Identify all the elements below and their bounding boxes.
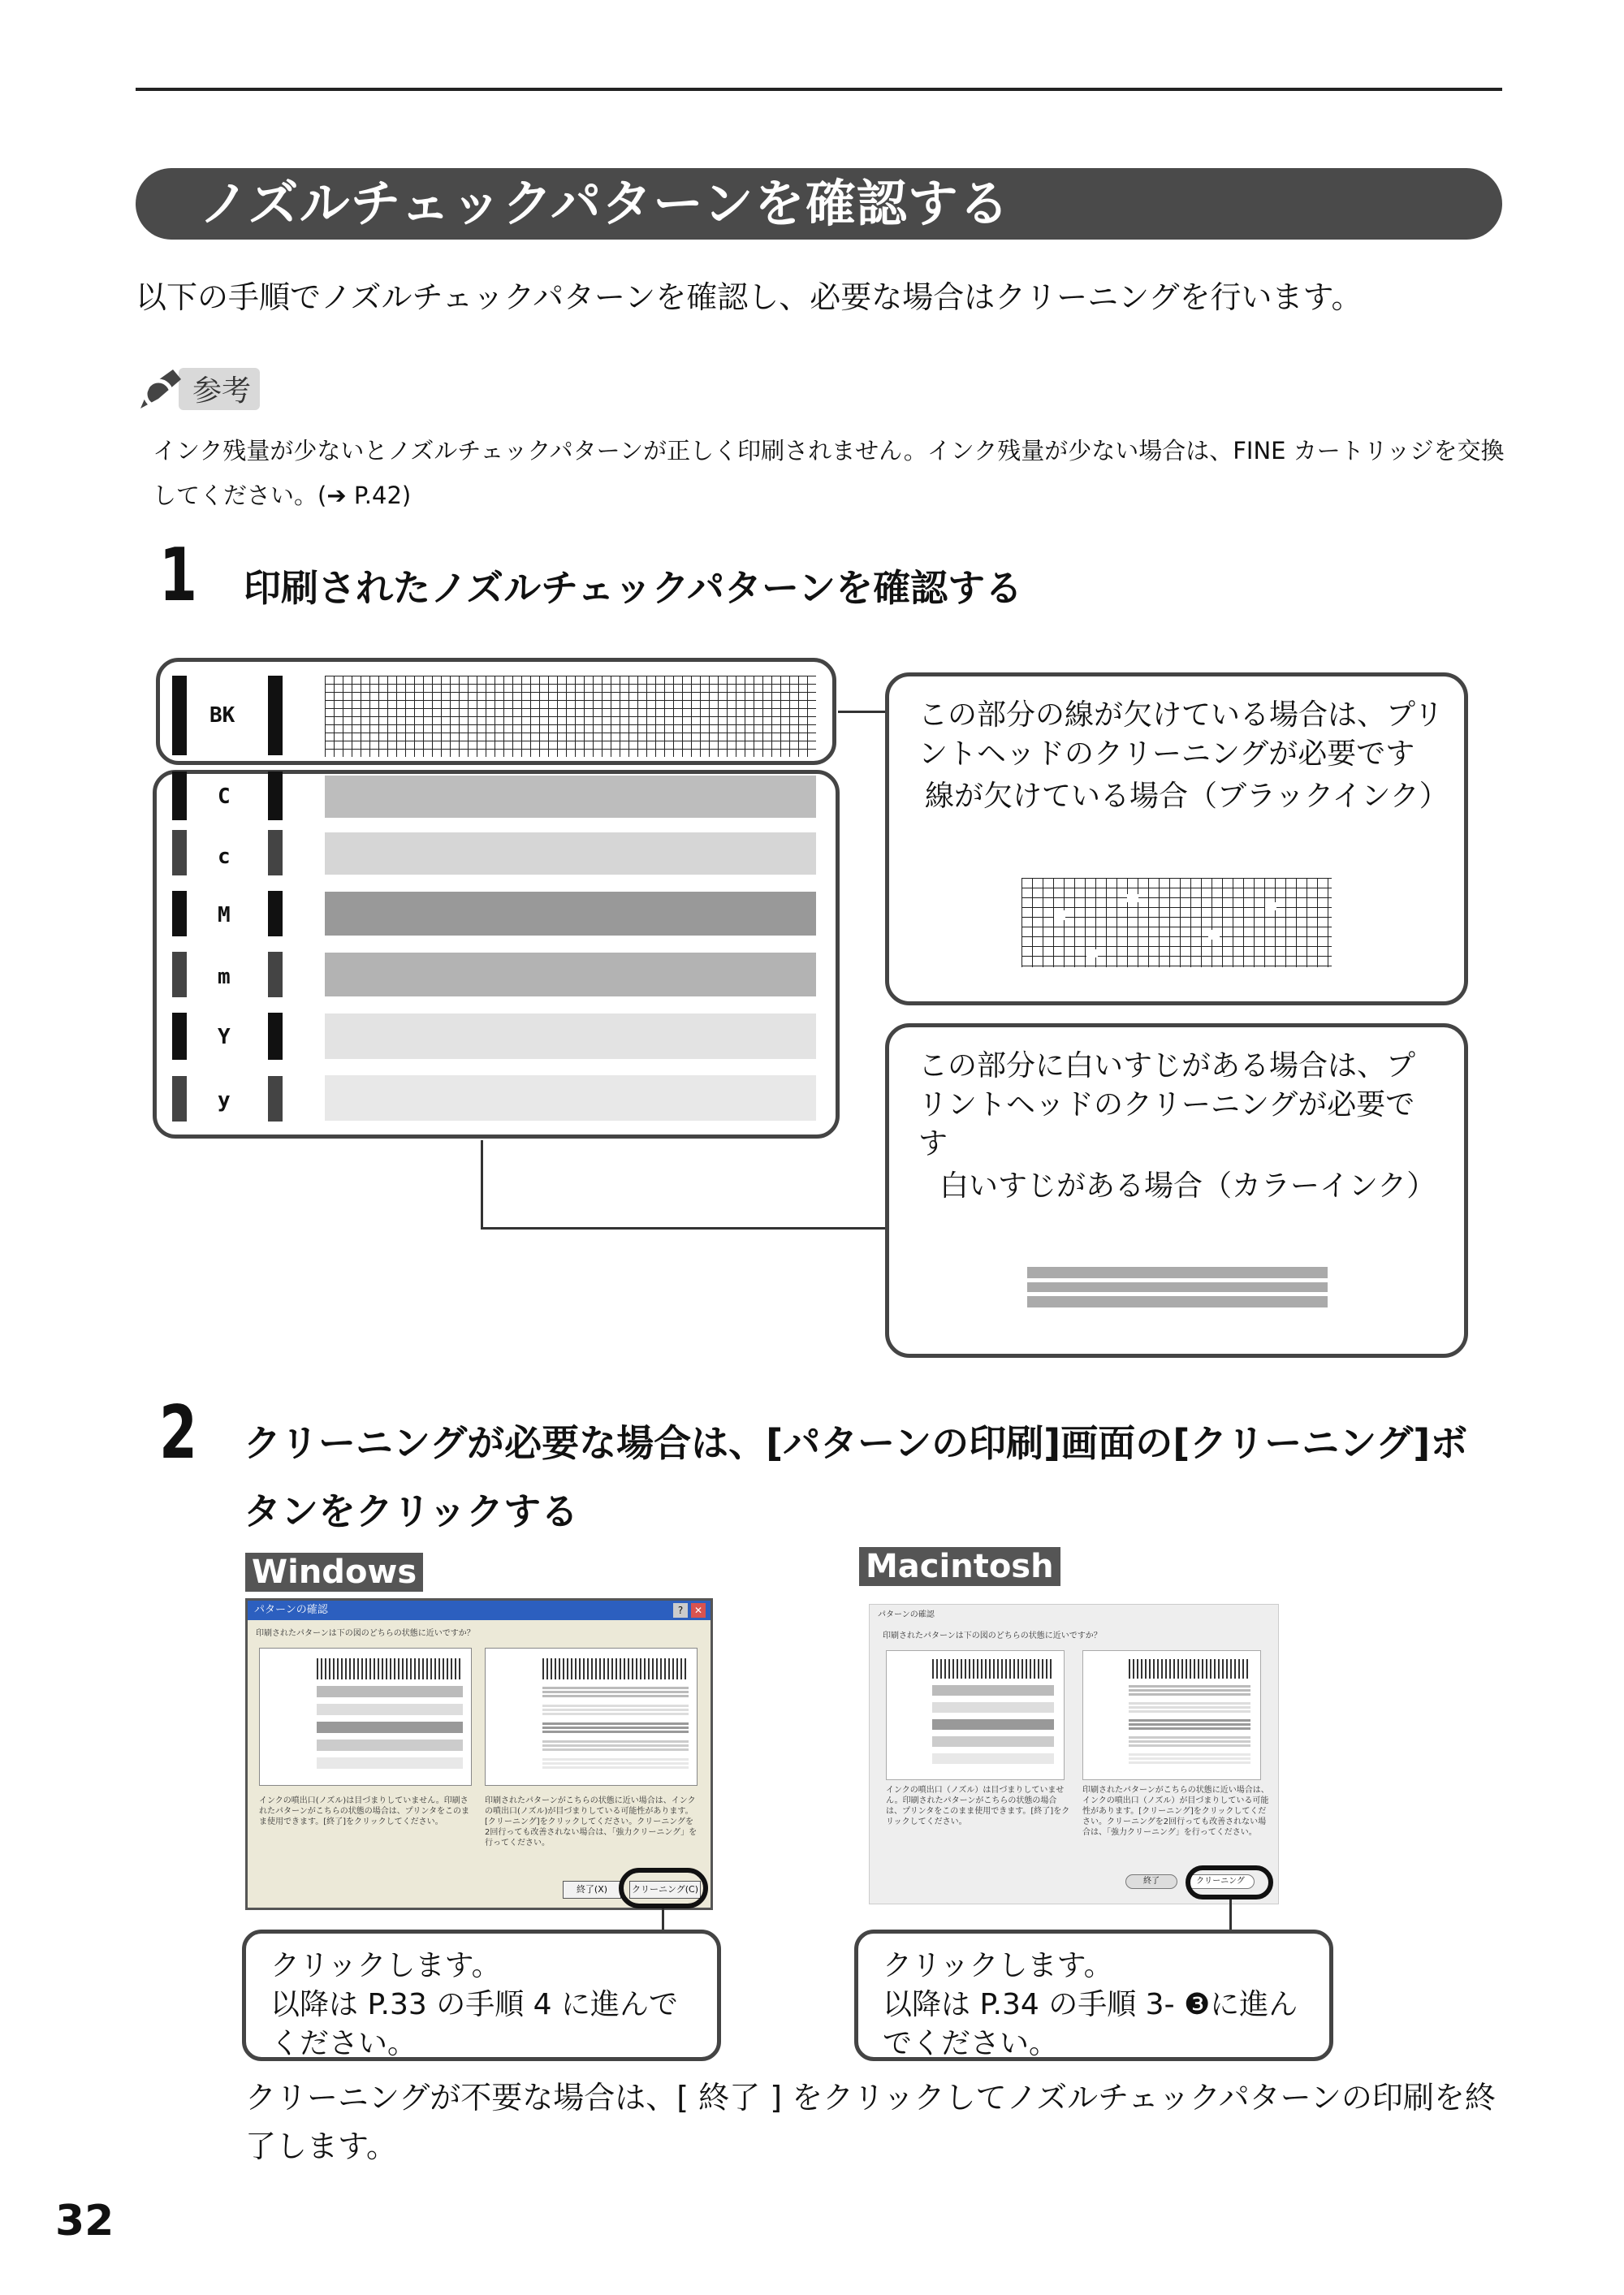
broken-grid-sample [1021, 878, 1332, 967]
callout-color-ink [885, 1023, 1468, 1358]
windows-question: 印刷されたパターンは下の図のどちらの状態に近いですか？ [256, 1629, 475, 1638]
page-title: ノズルチェックパターンを確認する [199, 174, 1010, 233]
windows-badge: Windows [245, 1553, 423, 1592]
callout-black-ink [885, 672, 1468, 1005]
mac-dialog-title: パターンの確認 [878, 1610, 935, 1619]
step-2-title [244, 1409, 1510, 1545]
windows-sample-normal [259, 1648, 472, 1786]
m-marker-left [172, 891, 187, 936]
bk-grid-pattern [325, 676, 816, 757]
macintosh-badge: Macintosh [859, 1547, 1060, 1586]
windows-sample-clogged [485, 1648, 698, 1786]
mac-sample-clogged [1082, 1650, 1261, 1780]
windows-dialog-titlebar: パターンの確認 [248, 1601, 710, 1620]
callout-color-caption: 白いすじがある場合（カラーインク） [939, 1169, 1436, 1203]
help-icon[interactable]: ? [673, 1603, 688, 1618]
row-label-c: C [218, 784, 231, 809]
streak-band-sample [1027, 1267, 1328, 1307]
y2-marker-right [268, 1076, 283, 1122]
y2-marker-left [172, 1076, 187, 1122]
row-label-y-light: y [218, 1088, 231, 1113]
note-text: インク残量が少ないとノズルチェックパターンが正しく印刷されません。インク残量が少ない場合は、FINE カートリッジを交換してください。(➔ P.42) [153, 437, 1505, 509]
callout-color-text: この部分に白いすじがある場合は、プリントヘッドのクリーニングが必要です [918, 1049, 1416, 1160]
mac-cleaning-highlight [1186, 1865, 1273, 1900]
step-1-title: 印刷されたノズルチェックパターンを確認する [244, 566, 1023, 610]
mac-dialog [869, 1604, 1279, 1904]
mac-question: 印刷されたパターンは下の図のどちらの状態に近いですか？ [883, 1632, 1102, 1640]
mac-callout-connector [1229, 1900, 1232, 1930]
windows-callout-line2: 以降は P.33 の手順 4 に進んで [270, 1988, 679, 2021]
bottom-note: クリーニングが不要な場合は、[ 終了 ] をクリックしてノズルチェックパターンの印刷を終了します。 [245, 2080, 1496, 2164]
callout-black-caption: 線が欠けている場合（ブラックインク） [925, 780, 1449, 813]
mac-exit-button[interactable]: 終了 [1125, 1874, 1177, 1889]
step-2-title-line1: クリーニングが必要な場合は、[パターンの印刷]画面の[クリーニング]ボ [244, 1421, 1468, 1465]
mac-right-text: 印刷されたパターンがこちらの状態に近い場合は、インクの噴出口（ノズル）が目づまりしている可能性があります。[クリーニング]をクリックしてください。クリーニングを2回行っても改善されない場合は、「強力クリーニング」を行ってください。 [1082, 1786, 1269, 1837]
row-label-m-light: m [218, 965, 231, 989]
y-marker-right [268, 1013, 283, 1060]
windows-cleaning-highlight [619, 1868, 708, 1908]
c2-marker-right [268, 830, 283, 875]
row-label-bk: BK [209, 703, 235, 728]
mac-callout-line1: クリックします。 [883, 1949, 1113, 1982]
m-light-band [325, 953, 816, 996]
mac-callout-line3: でください。 [883, 2027, 1059, 2060]
windows-cleaning-button[interactable]: クリーニング(C) [629, 1881, 701, 1899]
windows-callout-line1: クリックします。 [270, 1949, 501, 1982]
top-rule [136, 88, 1502, 91]
windows-callout-connector [662, 1908, 664, 1931]
windows-exit-button[interactable]: 終了(X) [563, 1881, 621, 1899]
step-1-number: 1 [159, 533, 197, 618]
intro-text: 以下の手順でノズルチェックパターンを確認し、必要な場合はクリーニングを行います。 [136, 279, 1363, 315]
windows-right-text: 印刷されたパターンがこちらの状態に近い場合は、インクの噴出口(ノズル)が目づまりしている可能性があります。[クリーニング]をクリックしてください。クリーニングを2回行っても改善されない場合は、「強力クリーニング」を行ってください。 [485, 1796, 698, 1848]
y-marker-left [172, 1013, 187, 1060]
mac-callout-line2: 以降は P.34 の手順 3- ❸に進ん [883, 1988, 1298, 2021]
step-2-number: 2 [159, 1390, 197, 1476]
connector-horizontal [481, 1227, 887, 1230]
windows-left-text: インクの噴出口(ノズル)は目づまりしていません。印刷されたパターンがこちらの状態の場合は、プリンタをこのまま使用できます。[終了]をクリックしてください。 [259, 1796, 469, 1826]
step-2-title-line2: タンをクリックする [244, 1489, 579, 1533]
m-marker-right [268, 891, 283, 936]
bk-marker-right [268, 676, 283, 755]
c-band [325, 776, 816, 818]
note-label: 参考 [192, 374, 252, 408]
mac-cleaning-button[interactable]: クリーニング [1186, 1874, 1255, 1889]
m-band [325, 892, 816, 936]
page-number: 32 [55, 2197, 114, 2245]
mac-left-text: インクの噴出口（ノズル）は目づまりしていません。印刷されたパターンがこちらの状態の場合は、プリンタをこのまま使用できます。[終了]をクリックしてください。 [886, 1786, 1070, 1826]
row-label-y: Y [218, 1025, 231, 1049]
mac-callout [854, 1930, 1333, 2061]
windows-dialog [245, 1598, 713, 1910]
c-marker-left [172, 771, 187, 820]
row-label-c-light: c [218, 845, 231, 869]
y-light-band [325, 1075, 816, 1121]
m2-marker-right [268, 952, 283, 997]
close-icon[interactable]: ✕ [691, 1603, 706, 1618]
windows-callout-line3: ください。 [270, 2027, 417, 2060]
row-label-m: M [218, 903, 231, 927]
c2-marker-left [172, 830, 187, 875]
callout-black-text: この部分の線が欠けている場合は、プリントヘッドのクリーニングが必要です [918, 698, 1444, 771]
y-band [325, 1014, 816, 1059]
windows-callout [242, 1930, 721, 2061]
bk-marker-left [172, 676, 187, 755]
note-pencil-icon [134, 361, 264, 418]
c-light-band [325, 832, 816, 875]
c-marker-right [268, 771, 283, 820]
connector-vertical [481, 1140, 483, 1230]
mac-sample-normal [886, 1650, 1065, 1780]
m2-marker-left [172, 952, 187, 997]
connector-line-black [838, 711, 887, 713]
